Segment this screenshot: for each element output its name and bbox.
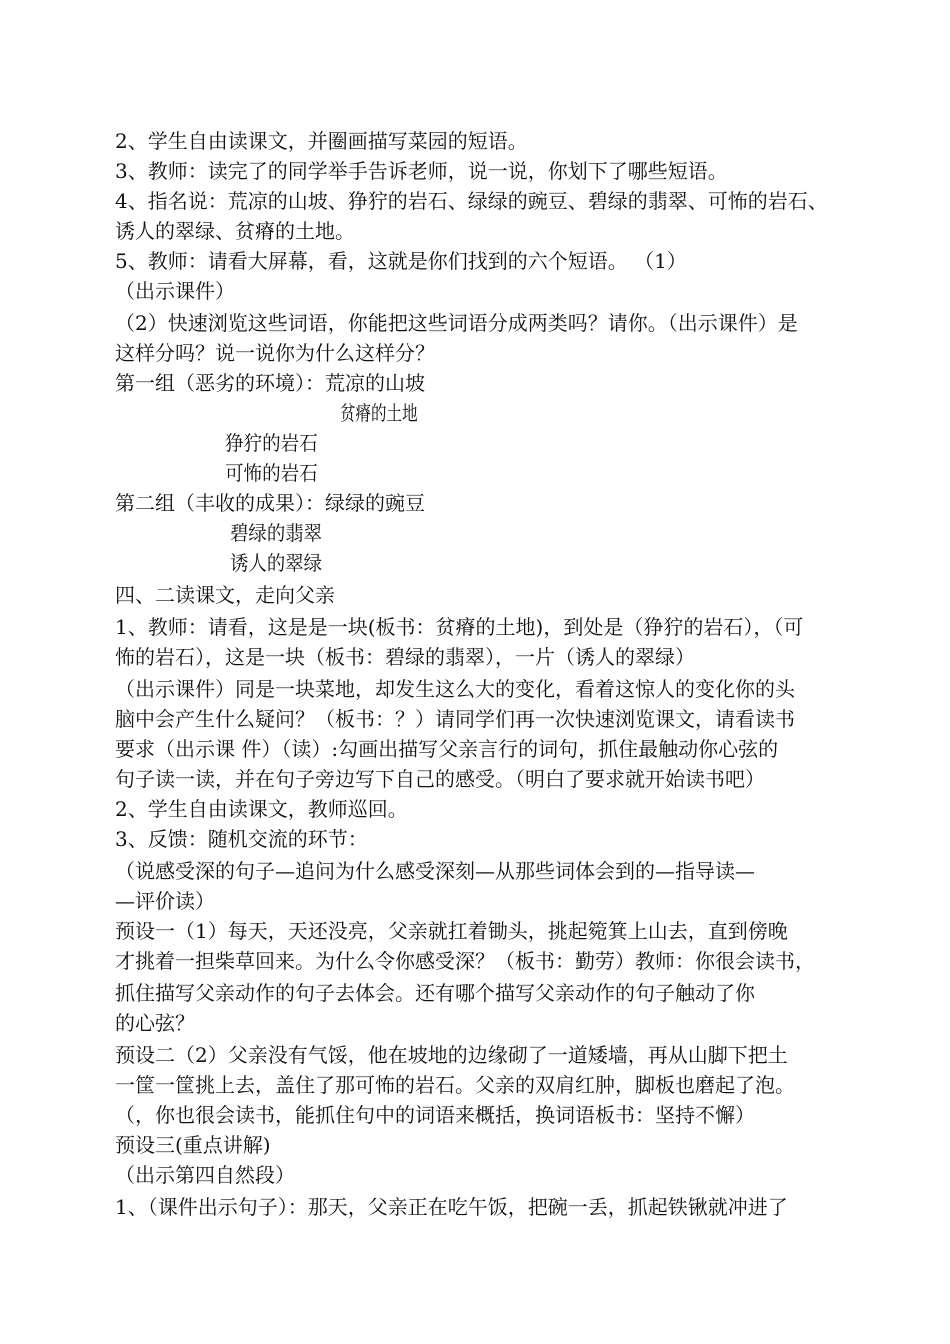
text-line: 预设一（1）每天，天还没亮，父亲就扛着锄头，挑起箢箕上山去，直到傍晚	[115, 919, 788, 943]
text-line: 1、教师：请看，这是是一块(板书：贫瘠的土地)，到处是（狰狞的岩石），（可	[115, 615, 804, 639]
text-line: （出示第四自然段）	[115, 1163, 295, 1187]
text-line: 5、教师：请看大屏幕，看，这就是你们找到的六个短语。 （1）	[115, 249, 687, 273]
text-line: 1、（课件出示句子）：那天，父亲正在吃午饭，把碗一丢，抓起铁锹就冲进了	[115, 1195, 788, 1219]
text-line: 的心弦？	[115, 1011, 195, 1035]
text-line: （出示课件）同是一块菜地，却发生这么大的变化，看着这惊人的变化你的头	[115, 677, 795, 701]
text-line: 2、学生自由读课文，并圈画描写菜园的短语。	[115, 129, 528, 153]
text-line: 第一组（恶劣的环境）：荒凉的山坡	[115, 371, 425, 395]
text-line: 一筐一筐挑上去，盖住了那可怖的岩石。父亲的双肩红肿，脚板也磨起了泡。	[115, 1073, 795, 1097]
text-line: 脑中会产生什么疑问？（板书：？）请同学们再一次快速浏览课文，请看读书	[115, 707, 795, 731]
text-line: 这样分吗？说一说你为什么这样分？	[115, 341, 435, 365]
text-line: 要求（出示课 件）（读）:勾画出描写父亲言行的词句，抓住最触动你心弦的	[115, 737, 779, 761]
text-line: 第二组（丰收的成果）：绿绿的豌豆	[115, 491, 425, 515]
text-line: 句子读一读，并在句子旁边写下自己的感受。（明白了要求就开始读书吧）	[115, 767, 765, 791]
text-line: 4、指名说：荒凉的山坡、狰狞的岩石、绿绿的豌豆、碧绿的翡翠、可怖的岩石、	[115, 189, 828, 213]
text-line: 预设二（2）父亲没有气馁，他在坡地的边缘砌了一道矮墙，再从山脚下把土	[115, 1043, 788, 1067]
section-heading: 四、二读课文，走向父亲	[115, 583, 335, 607]
text-line: 才挑着一担柴草回来。为什么令你感受深？（板书：勤劳）教师：你很会读书，	[115, 949, 815, 973]
text-line: 诱人的翠绿	[230, 551, 323, 575]
text-line: 诱人的翠绿、贫瘠的土地。	[115, 219, 355, 243]
text-line: （，你也很会读书，能抓住句中的词语来概括，换词语板书：坚持不懈）	[115, 1103, 755, 1127]
text-line: （说感受深的句子—追问为什么感受深刻—从那些词体会到的—指导读—	[115, 859, 755, 883]
text-line: —评价读）	[115, 889, 215, 913]
text-line: 3、教师：读完了的同学举手告诉老师，说一说，你划下了哪些短语。	[115, 159, 728, 183]
text-line: 抓住描写父亲动作的句子去体会。还有哪个描写父亲动作的句子触动了你	[115, 981, 755, 1005]
text-line: （出示课件）	[115, 279, 235, 303]
text-line: 2、学生自由读课文，教师巡回。	[115, 797, 408, 821]
text-line: （2）快速浏览这些词语，你能把这些词语分成两类吗？请你。（出示课件）是	[115, 311, 798, 335]
text-line: 3、反馈：随机交流的环节：	[115, 827, 368, 851]
text-line: 预设三(重点讲解)	[115, 1133, 271, 1157]
text-line: 贫瘠的土地	[340, 401, 418, 425]
text-line: 狰狞的岩石	[225, 431, 318, 455]
text-line: 可怖的岩石	[225, 461, 318, 485]
text-line: 碧绿的翡翠	[230, 521, 323, 545]
text-line: 怖的岩石），这是一块（板书：碧绿的翡翠），一片（诱人的翠绿）	[115, 645, 695, 669]
